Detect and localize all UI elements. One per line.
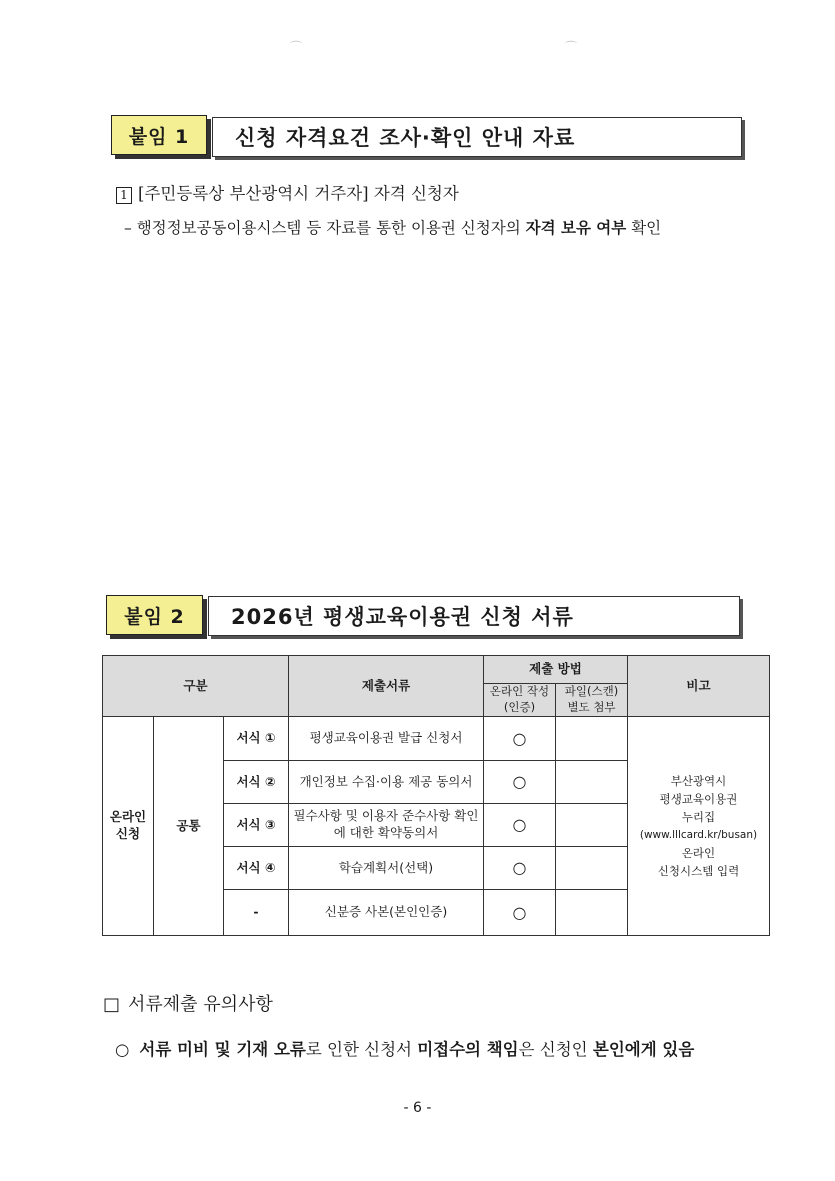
header-method: 제출 방법: [484, 656, 628, 684]
attachment-1-title: 신청 자격요건 조사·확인 안내 자료: [212, 117, 742, 157]
header-online: 온라인 작성(인증): [484, 684, 556, 717]
form-label: 서식 ②: [224, 761, 289, 804]
attachment-2-title: 2026년 평생교육이용권 신청 서류: [208, 596, 740, 636]
notice-heading-line: [103, 990, 273, 1016]
attachment-2-badge: 붙임 2: [106, 595, 203, 635]
notice-heading: 서류제출 유의사항: [128, 994, 273, 1015]
form-label: 서식 ③: [224, 804, 289, 847]
header-note: 비고: [628, 656, 770, 717]
documents-table: [102, 655, 770, 936]
form-label: -: [224, 890, 289, 936]
header-file: 파일(스캔) 별도 첨부: [556, 684, 628, 717]
note-line: 평생교육이용권: [659, 792, 738, 807]
form-label: 서식 ①: [224, 717, 289, 761]
notice-seg3: 미접수의 책임: [417, 1040, 519, 1059]
file-mark: [556, 847, 628, 890]
form-label: 서식 ④: [224, 847, 289, 890]
group-online-apply: 온라인 신청: [103, 717, 154, 936]
desc-post: 확인: [631, 219, 662, 237]
note-line: 온라인: [681, 845, 716, 860]
note-line: 누리집: [681, 810, 716, 825]
online-mark: ○: [484, 761, 556, 804]
file-mark: [556, 804, 628, 847]
bullet-icon: ○: [115, 1040, 130, 1059]
document-name: 평생교육이용권 발급 신청서: [289, 717, 484, 761]
online-mark: ○: [484, 804, 556, 847]
scan-artifact: ⌒: [290, 40, 303, 54]
document-name: 학습계획서(선택): [289, 847, 484, 890]
notice-seg2: 로 인한 신청서: [305, 1040, 412, 1059]
desc-bold: 자격 보유 여부: [525, 218, 627, 237]
note-line: 신청시스템 입력: [657, 863, 740, 878]
dash-marker: –: [124, 219, 132, 237]
page-number: - 6 -: [403, 1100, 432, 1116]
online-mark: ○: [484, 847, 556, 890]
notice-bullet-line: [115, 1036, 694, 1060]
item-number-box: 1: [116, 187, 132, 204]
checkbox-icon: □: [103, 994, 121, 1015]
item-1-desc: [124, 216, 661, 238]
document-name: 필수사항 및 이용자 준수사항 확인에 대한 확약동의서: [289, 804, 484, 847]
note-line: (www.lllcard.kr/busan): [639, 828, 758, 841]
file-mark: [556, 761, 628, 804]
document-name: 개인정보 수집·이용 제공 동의서: [289, 761, 484, 804]
file-mark: [556, 890, 628, 936]
online-mark: ○: [484, 717, 556, 761]
file-mark: [556, 717, 628, 761]
attachment-1-badge: 붙임 1: [111, 115, 207, 155]
notice-seg1: 서류 미비 및 기재 오류: [139, 1040, 306, 1059]
notice-seg5: 본인에게 있음: [592, 1040, 695, 1059]
note-cell: [628, 717, 770, 936]
document-name: 신분증 사본(본인인증): [289, 890, 484, 936]
note-line: 부산광역시: [670, 773, 727, 788]
scan-artifact: ⌒: [565, 40, 578, 54]
header-category: 구분: [103, 656, 289, 717]
desc-pre: 행정정보공동이용시스템 등 자료를 통한 이용권 신청자의: [136, 219, 521, 237]
notice-seg4: 은 신청인: [518, 1040, 588, 1059]
subgroup-common: 공통: [154, 717, 224, 936]
online-mark: ○: [484, 890, 556, 936]
item-1-text: [주민등록상 부산광역시 거주자] 자격 신청자: [138, 184, 459, 203]
header-documents: 제출서류: [289, 656, 484, 717]
item-1-line: [116, 180, 459, 204]
